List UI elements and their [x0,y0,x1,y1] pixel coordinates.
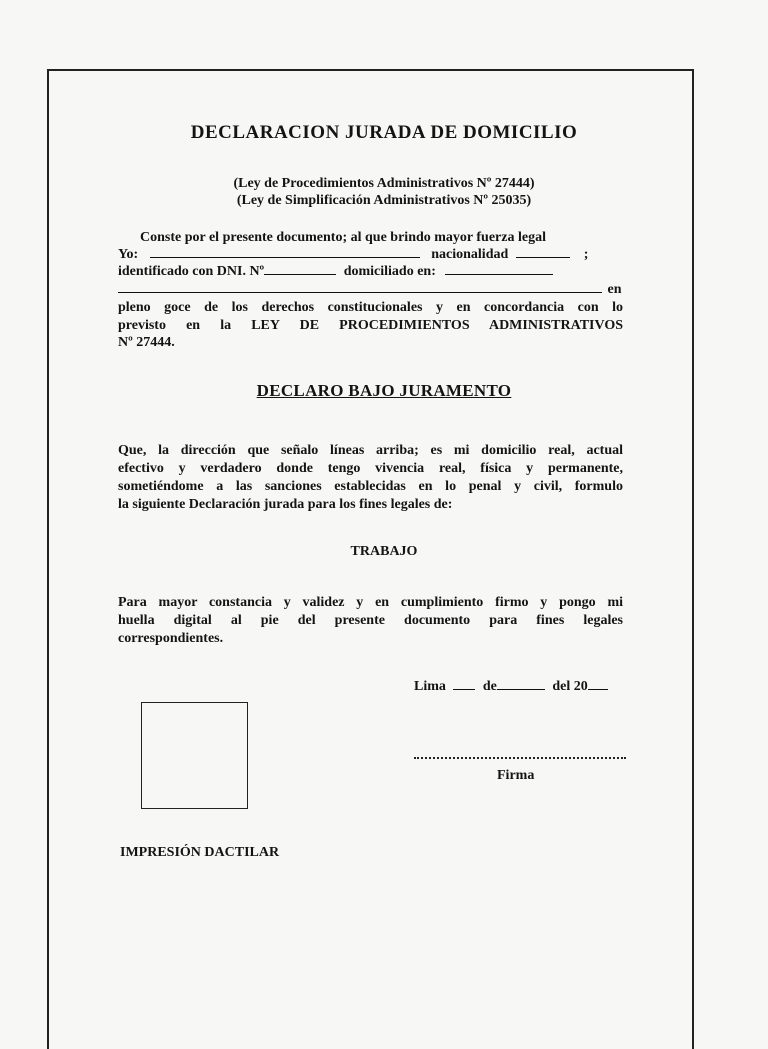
intro-line-1: Conste por el presente documento; al que brindo mayor fuerza legal [140,230,546,245]
signature-label: Firma [497,768,535,783]
fingerprint-label: IMPRESIÓN DACTILAR [120,845,280,860]
domiciliado-label: domiciliado en: [343,264,436,279]
en-label: en [607,282,622,297]
body1-line-1: Que, la dirección que señalo líneas arriba; es mi domicilio real, actual [118,443,623,458]
subtitle-law-25035: (Ley de Simplificación Administrativos Nº 25035) [236,193,532,208]
body2-line-1: Para mayor constancia y validez y en cumplimiento firmo y pongo mi [118,595,623,610]
intro-line-7: Nº 27444. [118,335,175,350]
year-blank [588,678,608,690]
day-blank [453,678,475,690]
identificado-label: identificado con DNI. Nº [118,264,265,279]
purpose-text: TRABAJO [350,544,418,559]
body1-line-3: sometiéndome a las sanciones establecidas en lo penal y civil, formulo [118,479,623,494]
name-blank [150,246,420,258]
body2-line-2: huella digital al pie del presente documento para fines legales [118,613,623,628]
month-blank [497,678,545,690]
body1-line-2: efectivo y verdadero donde tengo vivencia real, física y permanente, [118,461,623,476]
domicilio-blank [445,263,553,275]
intro-line-5: pleno goce de los derechos constitucionales y en concordancia con lo [118,300,623,315]
intro-line-dni [118,263,623,280]
intro-line-yo [118,246,623,263]
intro-line-6: previsto en la LEY DE PROCEDIMIENTOS ADMINISTRATIVOS [118,318,623,333]
semicolon: ; [583,247,589,262]
nacionalidad-label: nacionalidad [431,247,509,262]
nacionalidad-blank [516,246,570,258]
body2-line-3: correspondientes. [118,631,224,646]
address-blank [118,281,602,293]
dni-blank [264,263,336,275]
signature-line [414,757,626,759]
declaration-heading: DECLARO BAJO JURAMENTO [256,381,512,400]
intro-line-address [118,281,623,298]
city-label: Lima [414,679,446,694]
subtitle-law-27444: (Ley de Procedimientos Administrativos Nº 27444) [233,176,535,191]
fingerprint-box [141,702,248,809]
document-title: DECLARACION JURADA DE DOMICILIO [190,122,578,143]
yo-label: Yo: [118,247,139,262]
del-label: del 20 [552,679,588,694]
body1-line-4: la siguiente Declaración jurada para los fines legales de: [118,497,453,512]
date-line [414,678,608,695]
de-label: de [482,679,497,694]
